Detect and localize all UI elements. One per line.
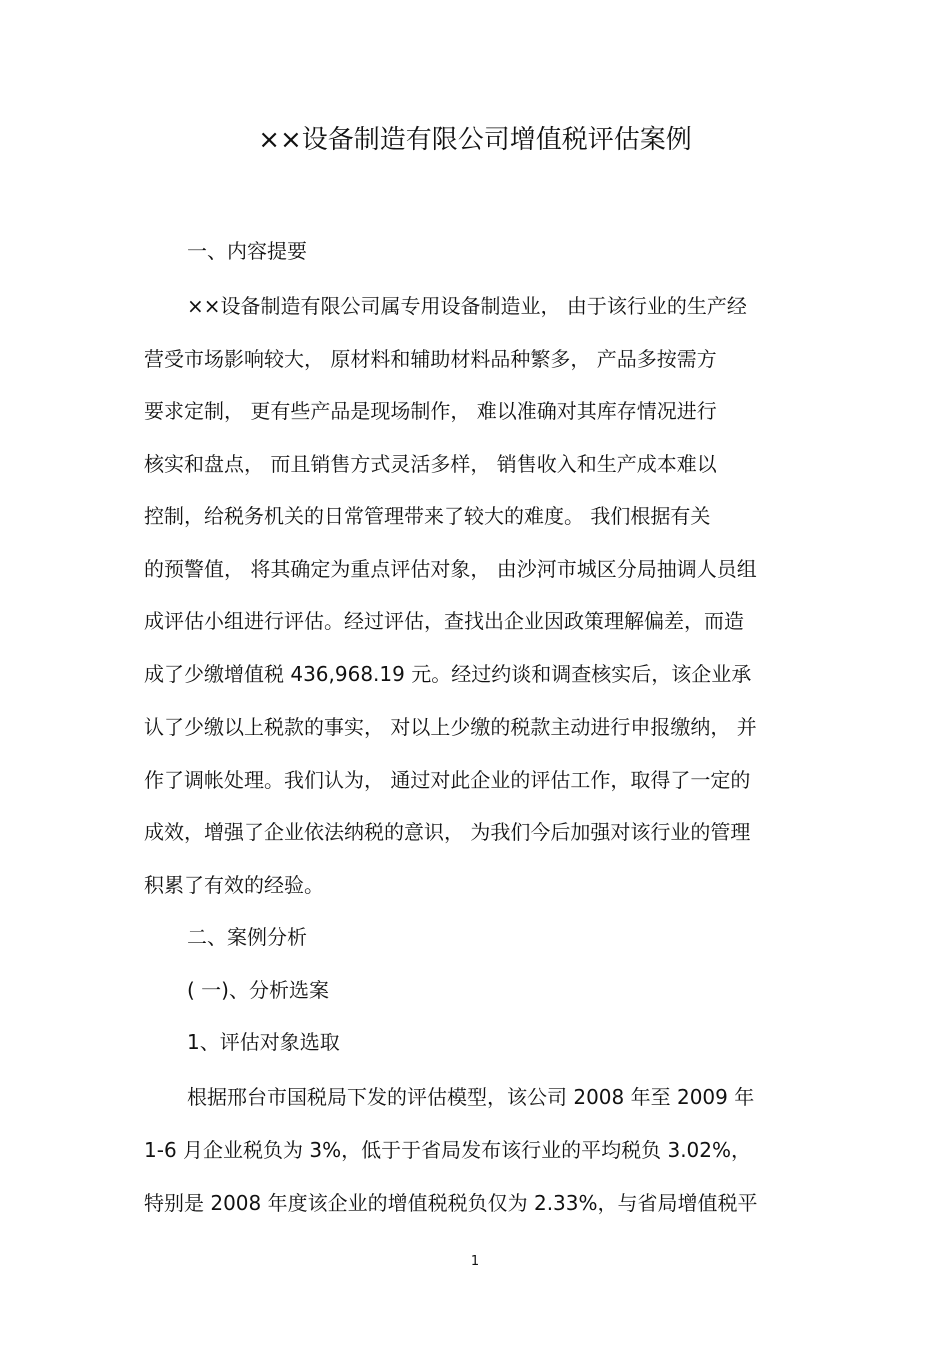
- paragraph-line: 的预警值， 将其确定为重点评估对象， 由沙河市城区分局抽调人员组: [144, 557, 757, 581]
- paragraph-line: 积累了有效的经验。: [144, 873, 324, 897]
- paragraph-line: 成了少缴增值税 436,968.19 元。经过约谈和调查核实后，该企业承: [144, 662, 752, 686]
- paragraph-line: 特别是 2008 年度该企业的增值税税负仅为 2.33%，与省局增值税平: [144, 1191, 758, 1215]
- paragraph-line: 成效，增强了企业依法纳税的意识， 为我们今后加强对该行业的管理: [144, 820, 751, 844]
- document-title: ××设备制造有限公司增值税评估案例: [258, 125, 692, 155]
- paragraph-line: 根据邢台市国税局下发的评估模型，该公司 2008 年至 2009 年: [187, 1085, 755, 1109]
- paragraph-line: 作了调帐处理。我们认为， 通过对此企业的评估工作，取得了一定的: [144, 768, 751, 792]
- section-heading-summary: 一、内容提要: [187, 239, 307, 263]
- paragraph-line: ××设备制造有限公司属专用设备制造业， 由于该行业的生产经: [187, 294, 747, 318]
- paragraph-line: 控制，给税务机关的日常管理带来了较大的难度。 我们根据有关: [144, 504, 711, 528]
- paragraph-line: 核实和盘点， 而且销售方式灵活多样， 销售收入和生产成本难以: [144, 452, 717, 476]
- paragraph-line: 要求定制， 更有些产品是现场制作， 难以准确对其库存情况进行: [144, 399, 717, 423]
- section-heading-analysis: 二、案例分析: [187, 925, 307, 949]
- subsection-heading: 1、评估对象选取: [187, 1030, 340, 1054]
- page-number: 1: [470, 1254, 480, 1269]
- paragraph-line: 认了少缴以上税款的事实， 对以上少缴的税款主动进行申报缴纳， 并: [144, 715, 757, 739]
- paragraph-line: 营受市场影响较大， 原材料和辅助材料品种繁多， 产品多按需方: [144, 347, 717, 371]
- subsection-heading: ( 一)、分析选案: [187, 978, 329, 1002]
- paragraph-line: 1-6 月企业税负为 3%，低于于省局发布该行业的平均税负 3.02%，: [144, 1138, 752, 1162]
- paragraph-line: 成评估小组进行评估。经过评估，查找出企业因政策理解偏差，而造: [144, 609, 744, 633]
